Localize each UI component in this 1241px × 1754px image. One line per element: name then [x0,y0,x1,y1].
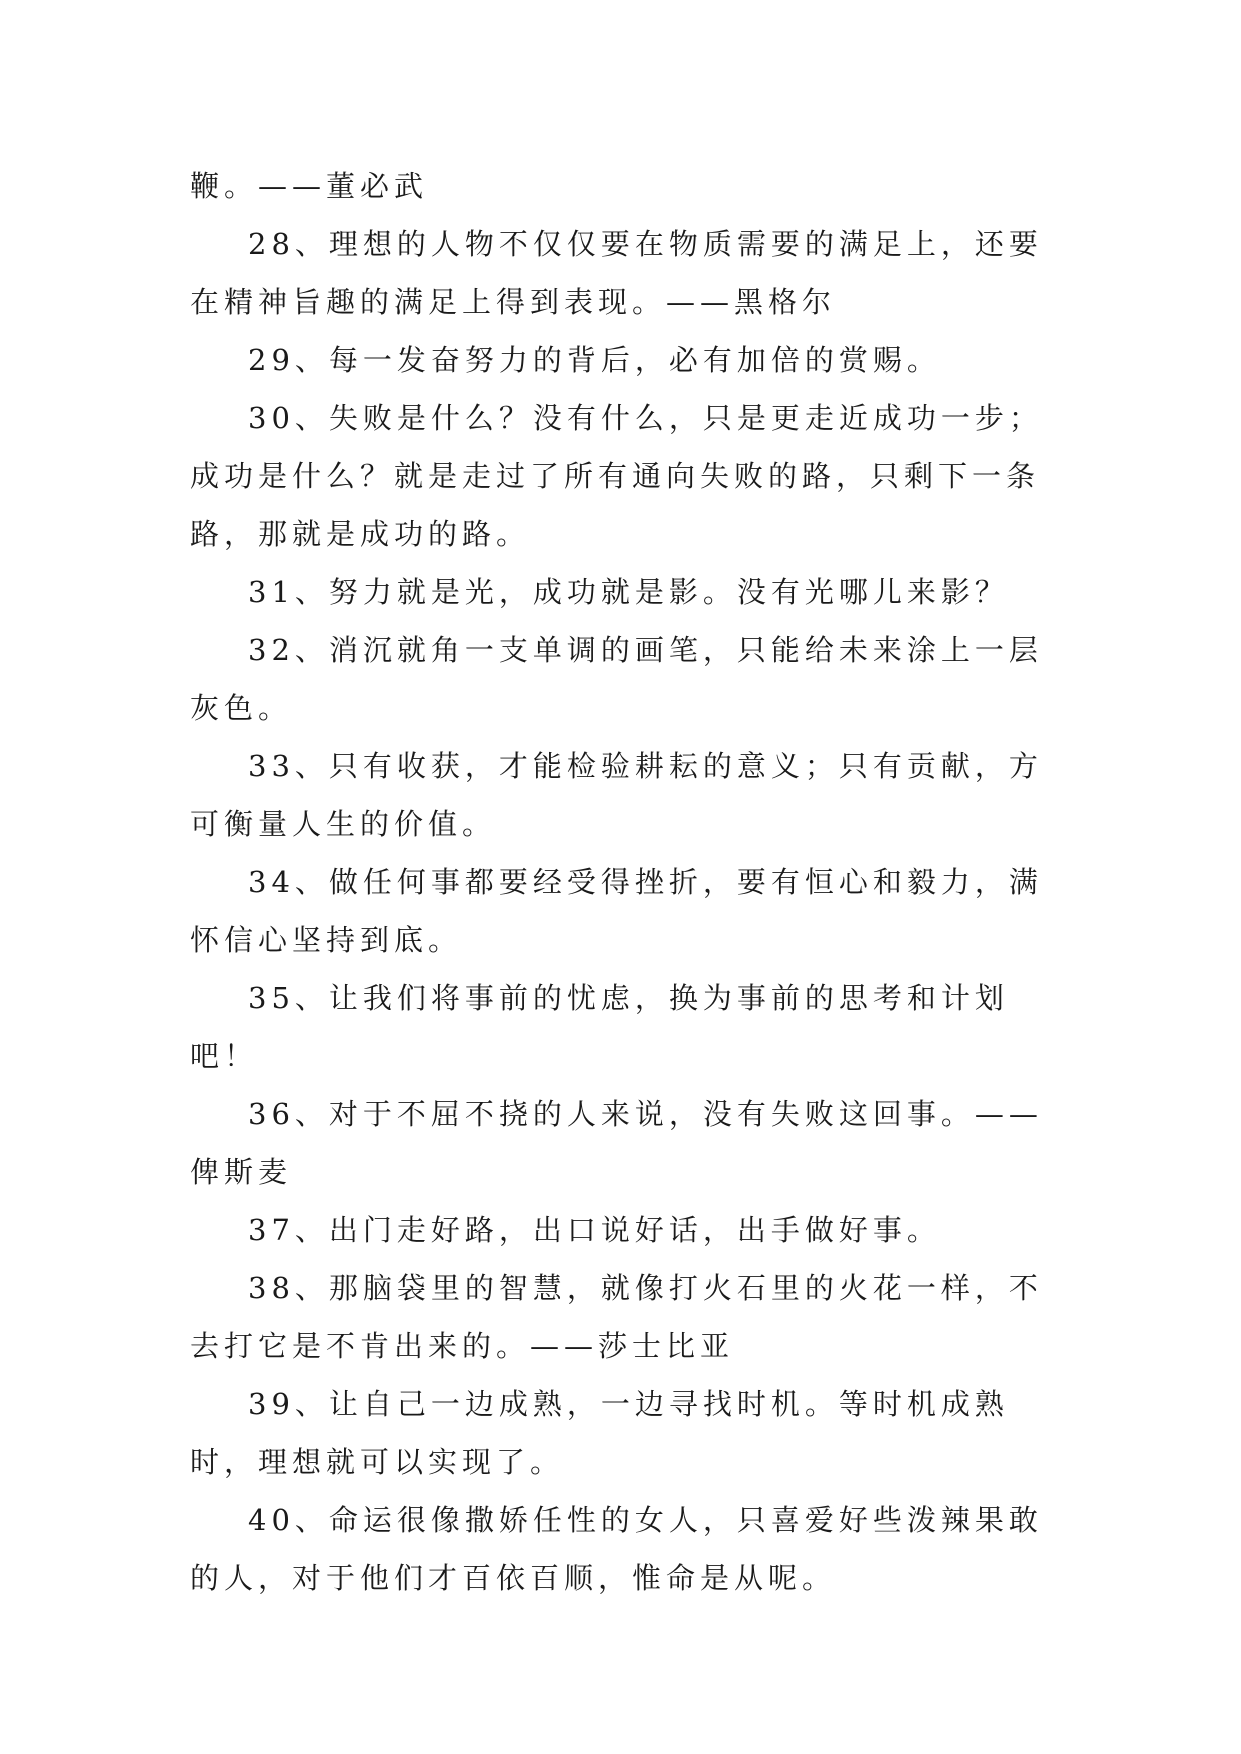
document-body [190,157,1060,1607]
paragraph-continuation: 鞭。——董必武 [190,169,429,203]
quote-32: 32、消沉就角一支单调的画笔，只能给未来涂上一层灰色。 [190,633,1043,725]
quote-36: 36、对于不屈不挠的人来说，没有失败这回事。——俾斯麦 [190,1097,1043,1189]
quote-28: 28、理想的人物不仅仅要在物质需要的满足上，还要在精神旨趣的满足上得到表现。——黑格尔 [190,227,1043,319]
quote-29: 29、每一发奋努力的背后，必有加倍的赏赐。 [248,343,941,377]
quote-39: 39、让自己一边成熟，一边寻找时机。等时机成熟时，理想就可以实现了。 [190,1387,1009,1479]
quote-31: 31、努力就是光，成功就是影。没有光哪儿来影？ [248,575,1009,609]
quote-30: 30、失败是什么？没有什么，只是更走近成功一步；成功是什么？就是走过了所有通向失败的路，只剩下一条路，那就是成功的路。 [190,401,1043,551]
quote-35: 35、让我们将事前的忧虑，换为事前的思考和计划吧！ [190,981,1009,1073]
quote-33: 33、只有收获，才能检验耕耘的意义；只有贡献，方可衡量人生的价值。 [190,749,1043,841]
quote-34: 34、做任何事都要经受得挫折，要有恒心和毅力，满怀信心坚持到底。 [190,865,1043,957]
quote-40: 40、命运很像撒娇任性的女人，只喜爱好些泼辣果敢的人，对于他们才百依百顺，惟命是从呢。 [190,1503,1043,1595]
quote-37: 37、出门走好路，出口说好话，出手做好事。 [248,1213,941,1247]
quote-38: 38、那脑袋里的智慧，就像打火石里的火花一样，不去打它是不肯出来的。——莎士比亚 [190,1271,1043,1363]
